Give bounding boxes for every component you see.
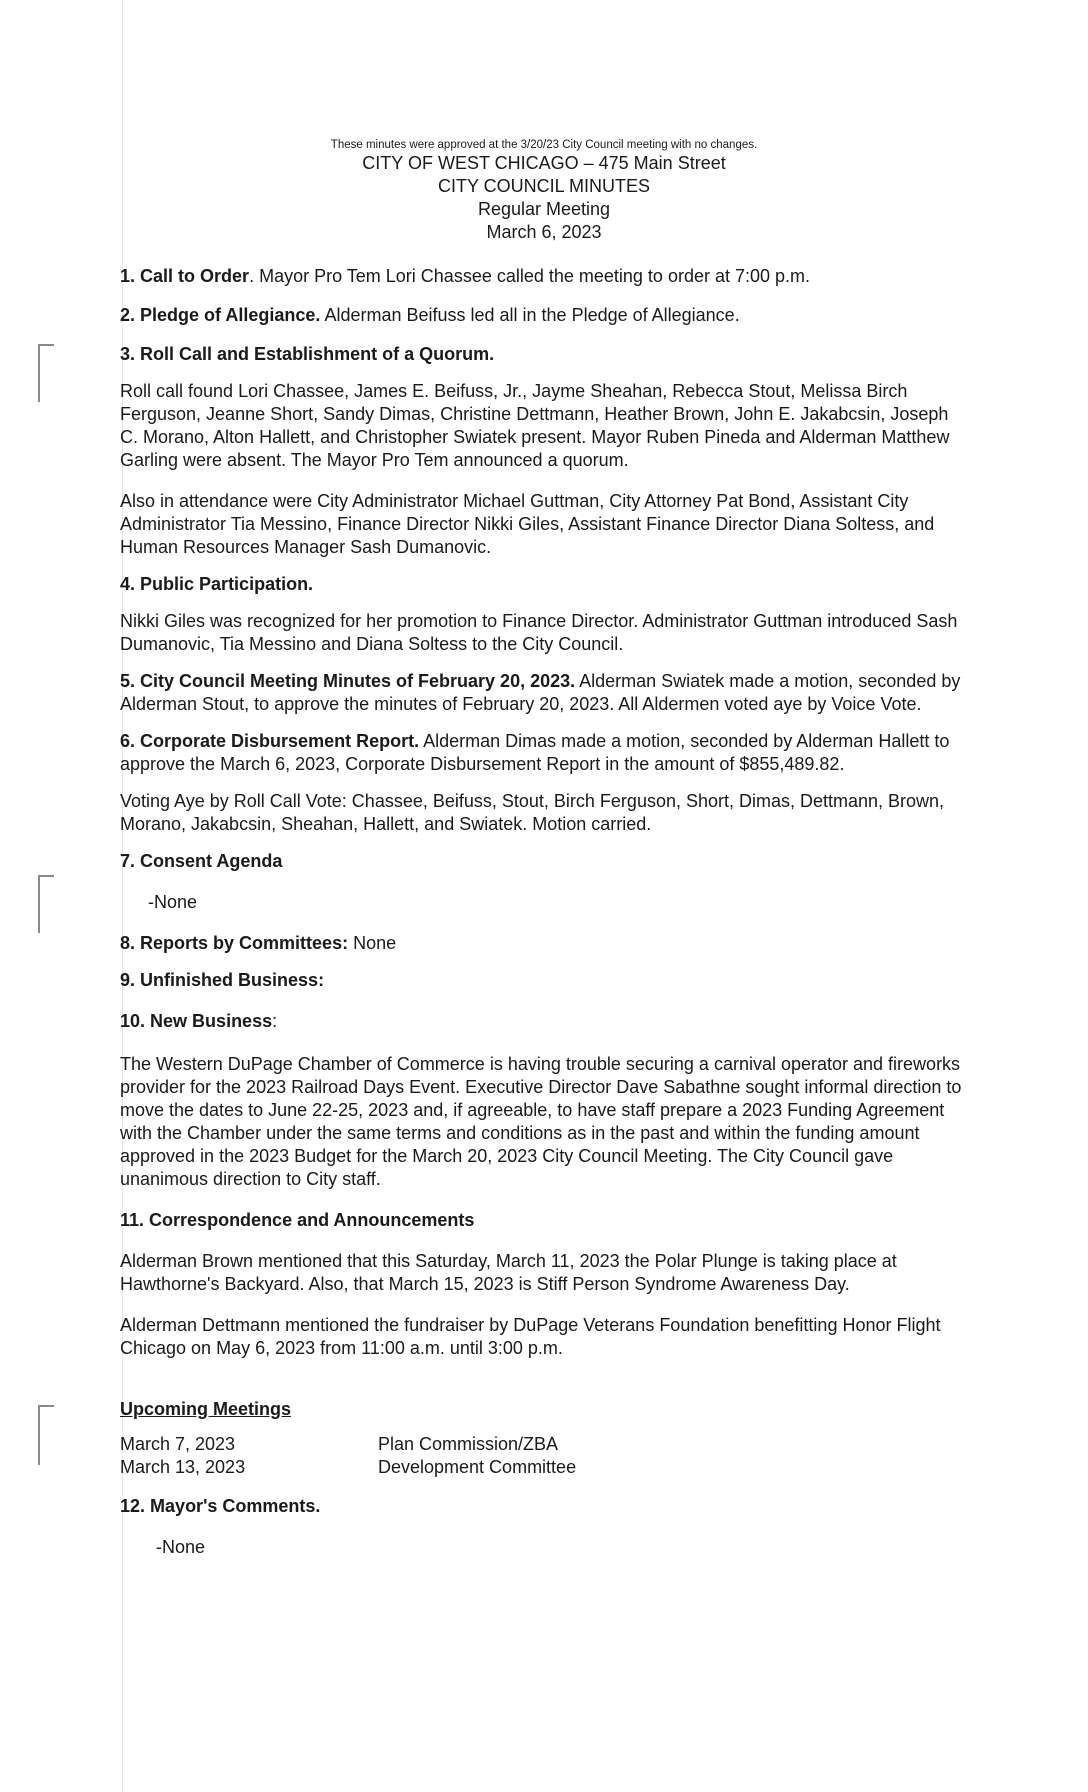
item-title: Mayor's Comments. (150, 1496, 321, 1516)
item-call-to-order: 1. Call to Order. Mayor Pro Tem Lori Chassee called the meeting to order at 7:00 p.m. (120, 266, 811, 286)
header-line-title: CITY COUNCIL MINUTES (437, 176, 651, 196)
item-number: 12. (120, 1496, 146, 1516)
header-line-date: March 6, 2023 (486, 222, 602, 242)
item-unfinished-business (120, 969, 970, 992)
item-title: New Business (150, 1011, 273, 1031)
attendance-paragraph: Also in attendance were City Administrator Michael Guttman, City Attorney Pat Bond, Assistant City Administrator Tia Messino, Finance Director Nikki Giles, Assistant Finance Director Diana Soltess, and Human Resources Manager Sash Dumanovic. (120, 491, 935, 557)
item-title: Reports by Committees: (140, 933, 349, 953)
item-number: 7. (120, 851, 136, 871)
item-title: City Council Meeting Minutes of February 20, 2023. (140, 671, 576, 691)
item-title: Unfinished Business: (140, 970, 325, 990)
consent-agenda-none: -None (148, 892, 198, 912)
minutes-body (120, 265, 970, 1559)
public-participation-paragraph: Nikki Giles was recognized for her promotion to Finance Director. Administrator Guttman introduced Sash Dumanovic, Tia Messino and Diana Soltess to the City Council. (120, 611, 958, 654)
item-mayors-comments (120, 1495, 970, 1518)
approval-note: These minutes were approved at the 3/20/23 City Council meeting with no changes. (330, 139, 758, 151)
correspondence-paragraph-1: Alderman Brown mentioned that this Saturday, March 11, 2023 the Polar Plunge is taking place at Hawthorne's Backyard. Also, that March 15, 2023 is Stiff Person Syndrome Awareness Day. (120, 1251, 897, 1294)
item-title: Correspondence and Announcements (149, 1210, 475, 1230)
item-title: Pledge of Allegiance. (140, 305, 321, 325)
meeting-name: Plan Commission/ZBA (378, 1434, 559, 1454)
meeting-date: March 7, 2023 (120, 1434, 236, 1454)
roll-call-paragraph: Roll call found Lori Chassee, James E. Beifuss, Jr., Jayme Sheahan, Rebecca Stout, Melissa Birch Ferguson, Jeanne Short, Sandy Dimas, Christine Dettmann, Heather Brown, John E. Jakabcsin, Joseph C. Morano, Alton Hallett, and Christopher Swiatek present. Mayor Ruben Pineda and Alderman Matthew Garling were absent. The Mayor Pro Tem announced a quorum. (120, 381, 950, 470)
item-title: Call to Order (140, 266, 250, 286)
meeting-row (120, 1433, 970, 1456)
item-text: Alderman Swiatek made a motion, seconded by Alderman Stout, to approve the minutes of February 20, 2023. All Aldermen voted aye by Voice Vote. (120, 671, 961, 714)
binder-mark (38, 1405, 54, 1465)
upcoming-meetings-heading (120, 1398, 970, 1421)
binder-mark (38, 875, 54, 933)
item-number: 5. (120, 671, 136, 691)
new-business-paragraph: The Western DuPage Chamber of Commerce is having trouble securing a carnival operator and fireworks provider for the 2023 Railroad Days Event. Executive Director Dave Sabathne sought informal direction to move the dates to June 22-25, 2023 and, if agreeable, to have staff prepare a 2023 Funding Agreement with the Chamber under the same terms and conditions as in the past and within the funding amount approved in the 2023 Budget for the March 20, 2023 City Council Meeting. The City Council gave unanimous direction to City staff. (120, 1054, 962, 1189)
item-title: Corporate Disbursement Report. (140, 731, 420, 751)
item-number: 4. (120, 574, 136, 594)
item-text: None (353, 933, 397, 953)
item-number: 2. (120, 305, 136, 325)
mayors-comments-none: -None (156, 1537, 206, 1557)
meeting-date: March 13, 2023 (120, 1457, 246, 1477)
item-text: Alderman Beifuss led all in the Pledge of Allegiance. (324, 305, 740, 325)
item-number: 11. (120, 1210, 145, 1230)
item-number: 3. (120, 344, 136, 364)
item-public-participation (120, 573, 970, 596)
item-text: Mayor Pro Tem Lori Chassee called the meeting to order at 7:00 p.m. (259, 266, 811, 286)
item-number: 10. (120, 1011, 146, 1031)
item-pledge (120, 304, 970, 327)
item-minutes-approval (120, 670, 970, 716)
item-number: 9. (120, 970, 136, 990)
item-correspondence (120, 1209, 970, 1232)
item-colon: : (272, 1011, 278, 1031)
item-disbursement-report (120, 730, 970, 776)
item-consent-agenda (120, 850, 970, 873)
item-title: Consent Agenda (140, 851, 283, 871)
correspondence-paragraph-2: Alderman Dettmann mentioned the fundraiser by DuPage Veterans Foundation benefitting Honor Flight Chicago on May 6, 2023 from 11:00 a.m. until 3:00 p.m. (120, 1315, 941, 1358)
meeting-row (120, 1456, 970, 1479)
item-text: Alderman Dimas made a motion, seconded by Alderman Hallett to approve the March 6, 2023, Corporate Disbursement Report in the amount of $855,489.82. (120, 731, 950, 774)
item-number: 6. (120, 731, 136, 751)
header-line-meeting-type: Regular Meeting (477, 199, 611, 219)
item-roll-call (120, 343, 970, 366)
item-title: Roll Call and Establishment of a Quorum. (140, 344, 495, 364)
meeting-name: Development Committee (378, 1457, 577, 1477)
item-title: Public Participation. (140, 574, 314, 594)
binder-mark (38, 344, 54, 402)
item-reports-by-committees (120, 932, 970, 955)
vote-paragraph: Voting Aye by Roll Call Vote: Chassee, Beifuss, Stout, Birch Ferguson, Short, Dimas, Dettmann, Brown, Morano, Jakabcsin, Sheahan, Hallett, and Swiatek. Motion carried. (120, 791, 945, 834)
header-line-city: CITY OF WEST CHICAGO – 475 Main Street (362, 153, 726, 173)
item-number: 1. (120, 266, 136, 286)
item-new-business (120, 1010, 970, 1033)
upcoming-meetings-list (120, 1433, 970, 1479)
upcoming-meetings-title: Upcoming Meetings (120, 1399, 292, 1419)
item-number: 8. (120, 933, 136, 953)
document-header (0, 138, 1088, 244)
